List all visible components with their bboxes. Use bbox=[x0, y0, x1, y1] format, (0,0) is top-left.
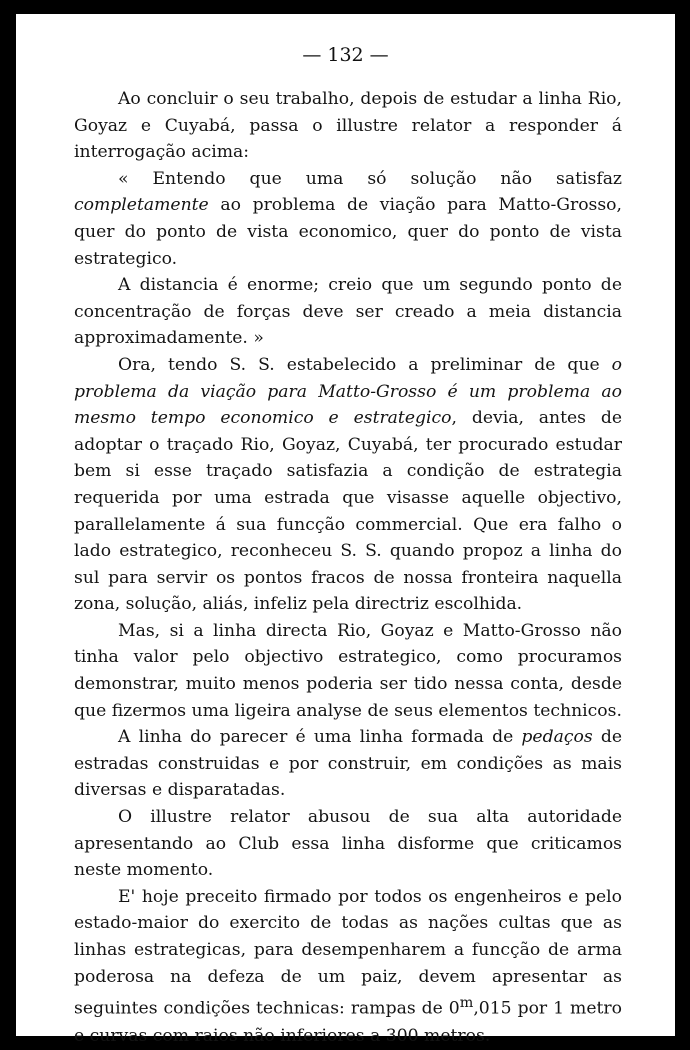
text-run: de estradas construidas e por construir, em condições as mais diversas e disparatadas. bbox=[74, 727, 622, 801]
text-run: E' hoje preceito firmado por todos os engenheiros e pelo estado-maior do exercito de todas as nações cultas que as linhas estrategicas, para desempenharem a funcção de arma poderosa na defeza de um paiz, devem apresentar as seguintes condições technicas: rampas de 0 bbox=[74, 886, 622, 1019]
text-run: Ao concluir o seu trabalho, depois de estudar a linha Rio, Goyaz e Cuyabá, passa o illustre relator a responder á interrogação acima: bbox=[74, 89, 622, 163]
text-run: « Entendo que uma só solução não satisfaz bbox=[118, 168, 622, 189]
italic-text: pedaços bbox=[521, 727, 593, 748]
body-text bbox=[74, 86, 622, 1049]
paragraph bbox=[74, 352, 622, 618]
paragraph bbox=[74, 884, 622, 1049]
text-run: Mas, si a linha directa Rio, Goyaz e Matto-Grosso não tinha valor pelo objectivo estrategico, como procuramos demonstrar, muito menos poderia ser tido nessa conta, desde que fizermos uma ligeira analyse de seus elementos technicos. bbox=[74, 620, 622, 721]
paragraph bbox=[74, 804, 622, 884]
text-run: ao problema de viação para Matto-Grosso, quer do ponto de vista economico, quer do ponto de vista estrategico. bbox=[74, 195, 622, 269]
text-run: , devia, antes de adoptar o traçado Rio, Goyaz, Cuyabá, ter procurado estudar bem si esse traçado satisfazia a condição de estrategia requerida por uma estrada que visasse aquelle objectivo, parallelamente á sua funcção commercial. Que era falho o lado estrategico, reconheceu S. S. quando propoz a linha do sul para servir os pontos fracos de nossa fronteira naquella zona, solução, aliás, infeliz pela directriz escolhida. bbox=[74, 408, 622, 615]
text-run: A linha do parecer é uma linha formada de bbox=[118, 727, 522, 748]
text-run: m bbox=[459, 995, 474, 1012]
page-number: — 132 — bbox=[302, 44, 389, 66]
paragraph bbox=[74, 618, 622, 724]
text-run: A distancia é enorme; creio que um segundo ponto de concentração de forças deve ser creado a meia distancia approximadamente. » bbox=[74, 275, 622, 349]
paragraph bbox=[74, 86, 622, 166]
text-run: O illustre relator abusou de sua alta autoridade apresentando ao Club essa linha disforme que criticamos neste momento. bbox=[74, 807, 622, 881]
text-run: ,015 por 1 metro e curvas com raios não inferiores a 300 metros. bbox=[74, 998, 622, 1046]
paragraph bbox=[74, 724, 622, 804]
italic-text: completamente bbox=[74, 195, 209, 216]
paragraph bbox=[74, 166, 622, 272]
paragraph bbox=[74, 272, 622, 352]
text-run: Ora, tendo S. S. estabelecido a preliminar de que bbox=[118, 354, 612, 375]
italic-text: o problema da viação para Matto-Grosso é um problema ao mesmo tempo economico e estrategico bbox=[74, 354, 622, 429]
book-page bbox=[16, 14, 675, 1046]
